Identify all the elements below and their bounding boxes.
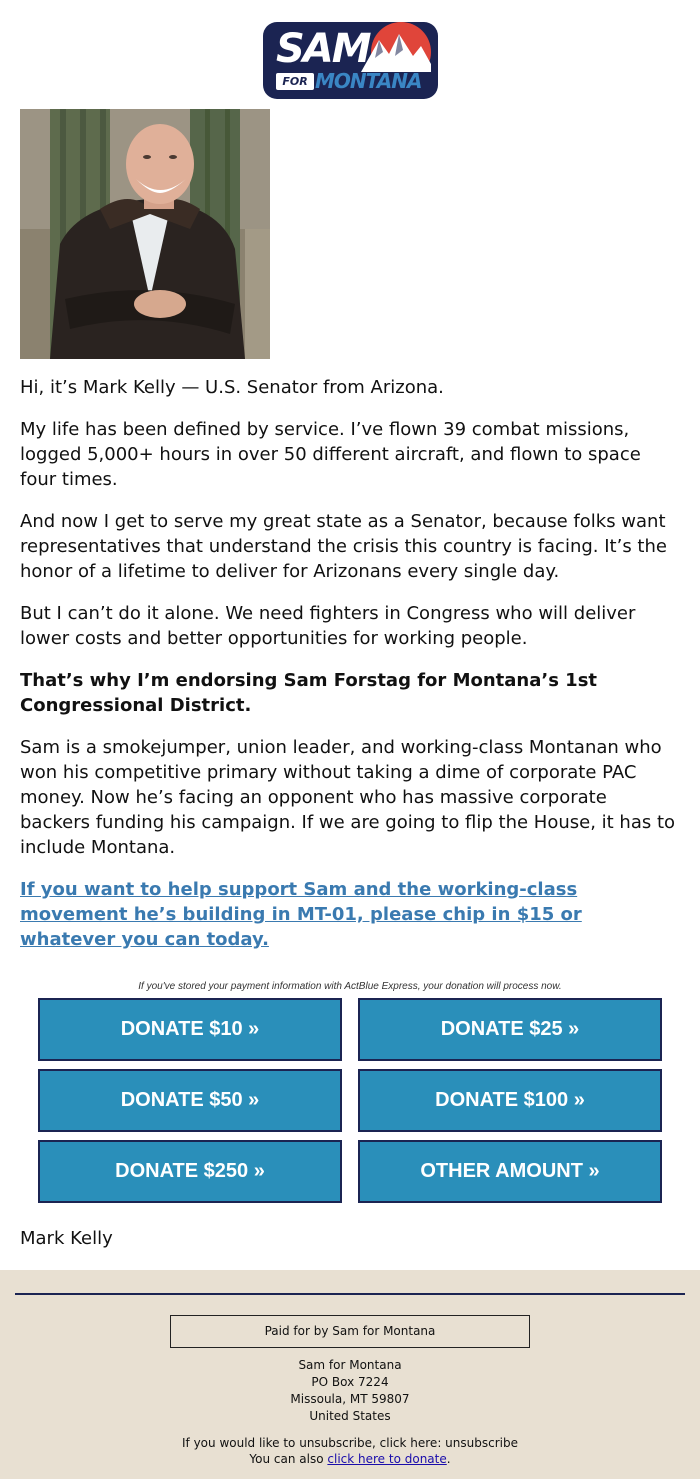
logo-montana-text: MONTANA bbox=[315, 69, 422, 93]
donate-250-button[interactable]: DONATE $250 » bbox=[38, 1140, 342, 1203]
mountain-sun-icon bbox=[361, 22, 431, 72]
logo-for-badge: FOR bbox=[276, 73, 314, 90]
footer-donate-prefix: You can also bbox=[249, 1452, 328, 1466]
sam-for-montana-logo[interactable] bbox=[263, 22, 438, 99]
fighters-paragraph: But I can’t do it alone. We need fighters in Congress who will deliver lower costs and better opportunities for working people. bbox=[20, 603, 636, 649]
donate-cta-link[interactable]: If you want to help support Sam and the working-class movement he’s building in MT-01, please chip in $15 or whatever you can today. bbox=[20, 879, 582, 950]
mailing-address bbox=[0, 1357, 700, 1425]
donate-50-button[interactable]: DONATE $50 » bbox=[38, 1069, 342, 1132]
paid-for-disclaimer: Paid for by Sam for Montana bbox=[170, 1315, 530, 1348]
donate-100-button[interactable]: DONATE $100 » bbox=[358, 1069, 662, 1132]
address-line: PO Box 7224 bbox=[311, 1375, 389, 1389]
footer-donate-link[interactable]: click here to donate bbox=[327, 1452, 447, 1466]
service-paragraph: My life has been defined by service. I’ve flown 39 combat missions, logged 5,000+ hours in over 50 different aircraft, and flown to space four times. bbox=[20, 419, 641, 490]
senator-paragraph: And now I get to serve my great state as a Senator, because folks want representatives that understand the crisis this country is facing. It’s the honor of a lifetime to deliver for Arizonans every single day. bbox=[20, 511, 667, 582]
unsubscribe-block bbox=[0, 1435, 700, 1467]
footer-donate-line bbox=[0, 1451, 700, 1467]
address-line: Missoula, MT 59807 bbox=[290, 1392, 410, 1406]
logo-sam-text: SAM bbox=[276, 26, 370, 72]
unsubscribe-text[interactable]: If you would like to unsubscribe, click here: unsubscribe bbox=[182, 1436, 518, 1450]
mark-kelly-photo bbox=[20, 109, 270, 359]
sam-bio-paragraph: Sam is a smokejumper, union leader, and working-class Montanan who won his competitive primary without taking a dime of corporate PAC money. Now he’s facing an opponent who has massive corporate backers funding his campaign. If we are going to flip the House, it has to include Montana. bbox=[20, 737, 676, 858]
actblue-notice: If you've stored your payment information with ActBlue Express, your donation will process now. bbox=[138, 981, 562, 992]
endorsement-paragraph: That’s why I’m endorsing Sam Forstag for Montana’s 1st Congressional District. bbox=[20, 670, 598, 716]
address-line: United States bbox=[309, 1409, 391, 1423]
signature: Mark Kelly bbox=[20, 1228, 113, 1249]
donate-25-button[interactable]: DONATE $25 » bbox=[358, 998, 662, 1061]
address-line: Sam for Montana bbox=[298, 1358, 402, 1372]
footer-donate-suffix: . bbox=[446, 1452, 451, 1466]
footer-divider bbox=[15, 1293, 685, 1295]
portrait-photo-icon bbox=[20, 109, 270, 359]
donate-10-button[interactable]: DONATE $10 » bbox=[38, 998, 342, 1061]
other-amount-button[interactable]: OTHER AMOUNT » bbox=[358, 1140, 662, 1203]
footer bbox=[0, 1270, 700, 1479]
header bbox=[0, 0, 700, 109]
message-body bbox=[20, 375, 680, 969]
greeting-text: Hi, it’s Mark Kelly — U.S. Senator from Arizona. bbox=[20, 377, 444, 398]
cta-paragraph bbox=[20, 877, 680, 952]
